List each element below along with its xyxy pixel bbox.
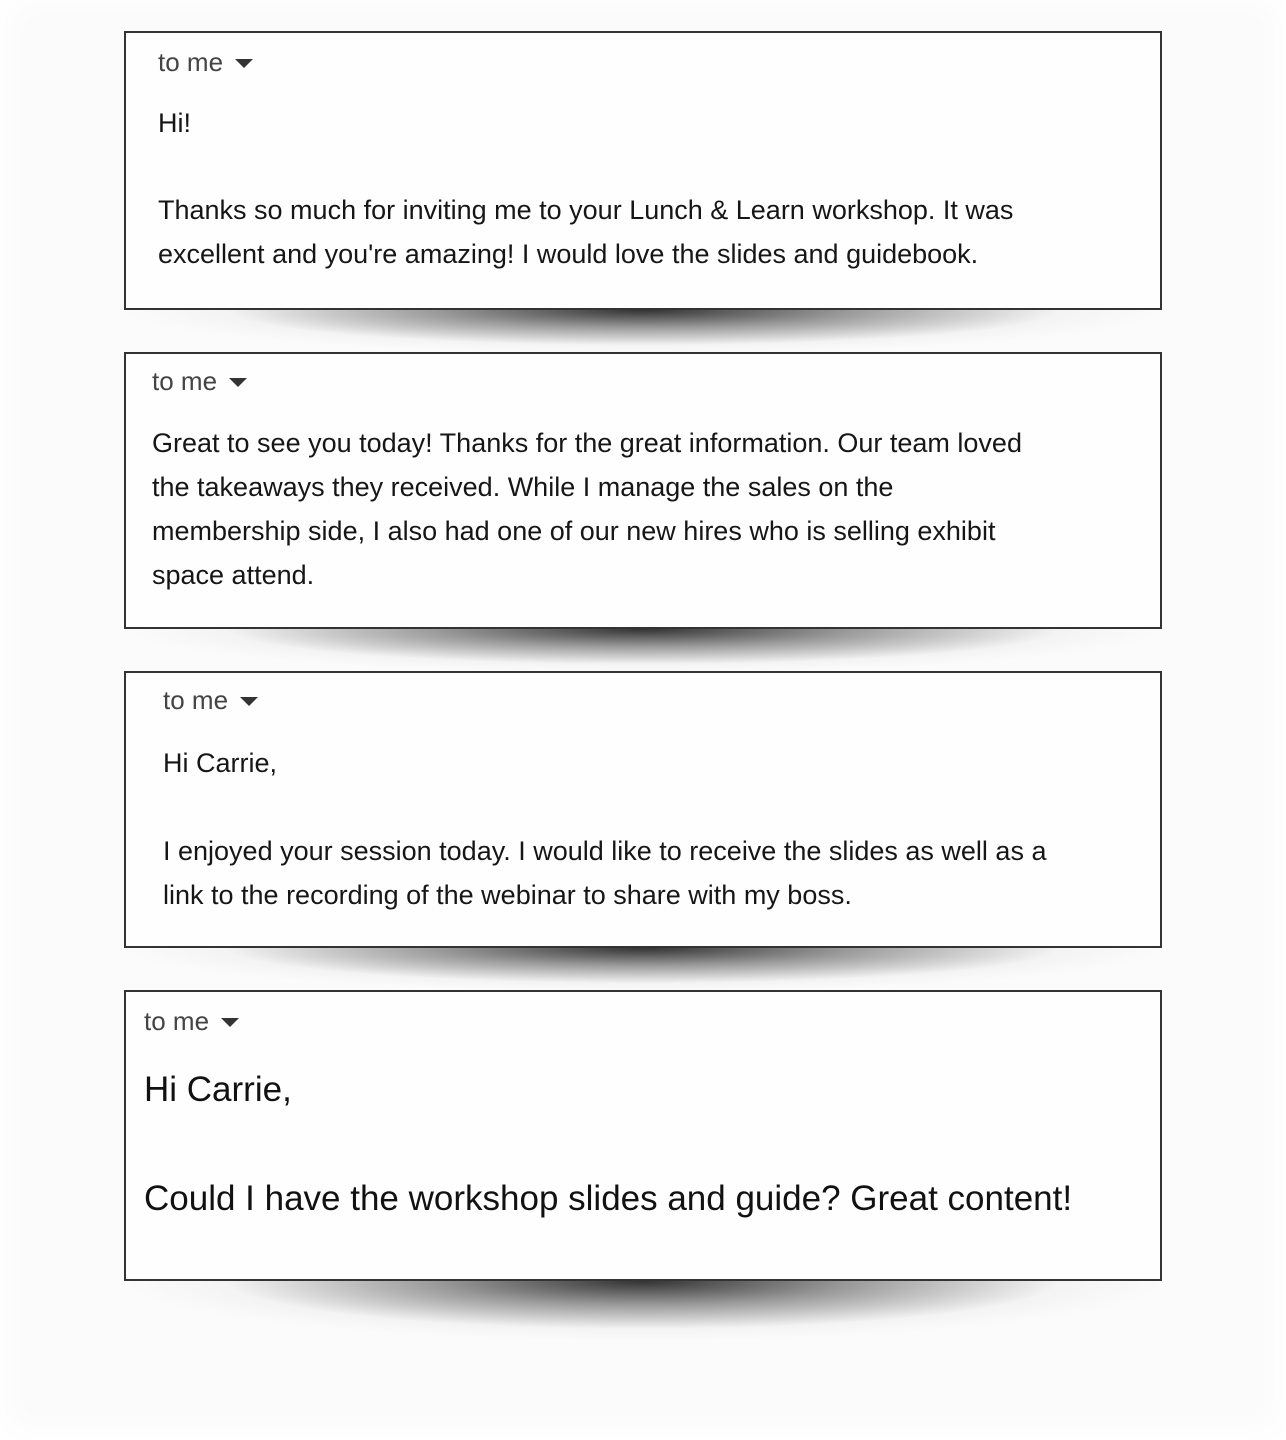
- email-card-4: [124, 990, 1162, 1281]
- recipient-label: to me: [158, 47, 224, 77]
- caret-down-icon: [229, 378, 247, 387]
- email-body: Great to see you today! Thanks for the great information. Our team loved the takeaways they received. While I manage the sales on the membership side, I also had one of our new hires who is selling exhibit space attend.: [152, 428, 1022, 590]
- recipient-dropdown[interactable]: [152, 366, 247, 397]
- recipient-label: to me: [152, 366, 218, 396]
- email-card-1: [124, 31, 1162, 310]
- recipient-label: to me: [163, 685, 229, 715]
- email-greeting: Hi Carrie,: [163, 748, 278, 778]
- email-body: I enjoyed your session today. I would like to receive the slides as well as a link to the recording of the webinar to share with my boss.: [163, 836, 1047, 910]
- email-greeting: Hi Carrie,: [144, 1070, 292, 1109]
- email-greeting: Hi!: [158, 108, 191, 138]
- card-shadow: [124, 948, 1162, 992]
- card-shadow: [124, 1281, 1162, 1341]
- recipient-label: to me: [144, 1006, 210, 1036]
- caret-down-icon: [235, 59, 253, 68]
- email-card-3: [124, 671, 1162, 948]
- email-body: Thanks so much for inviting me to your Lunch & Learn workshop. It was excellent and you're amazing! I would love the slides and guidebook.: [158, 195, 1014, 269]
- email-card-2: [124, 352, 1162, 629]
- recipient-dropdown[interactable]: [144, 1006, 239, 1037]
- caret-down-icon: [240, 697, 258, 706]
- card-shadow: [124, 629, 1162, 673]
- email-body: Could I have the workshop slides and guide? Great content!: [144, 1179, 1073, 1218]
- card-shadow: [124, 310, 1162, 354]
- recipient-dropdown[interactable]: [158, 47, 253, 78]
- caret-down-icon: [221, 1018, 239, 1027]
- recipient-dropdown[interactable]: [163, 685, 258, 716]
